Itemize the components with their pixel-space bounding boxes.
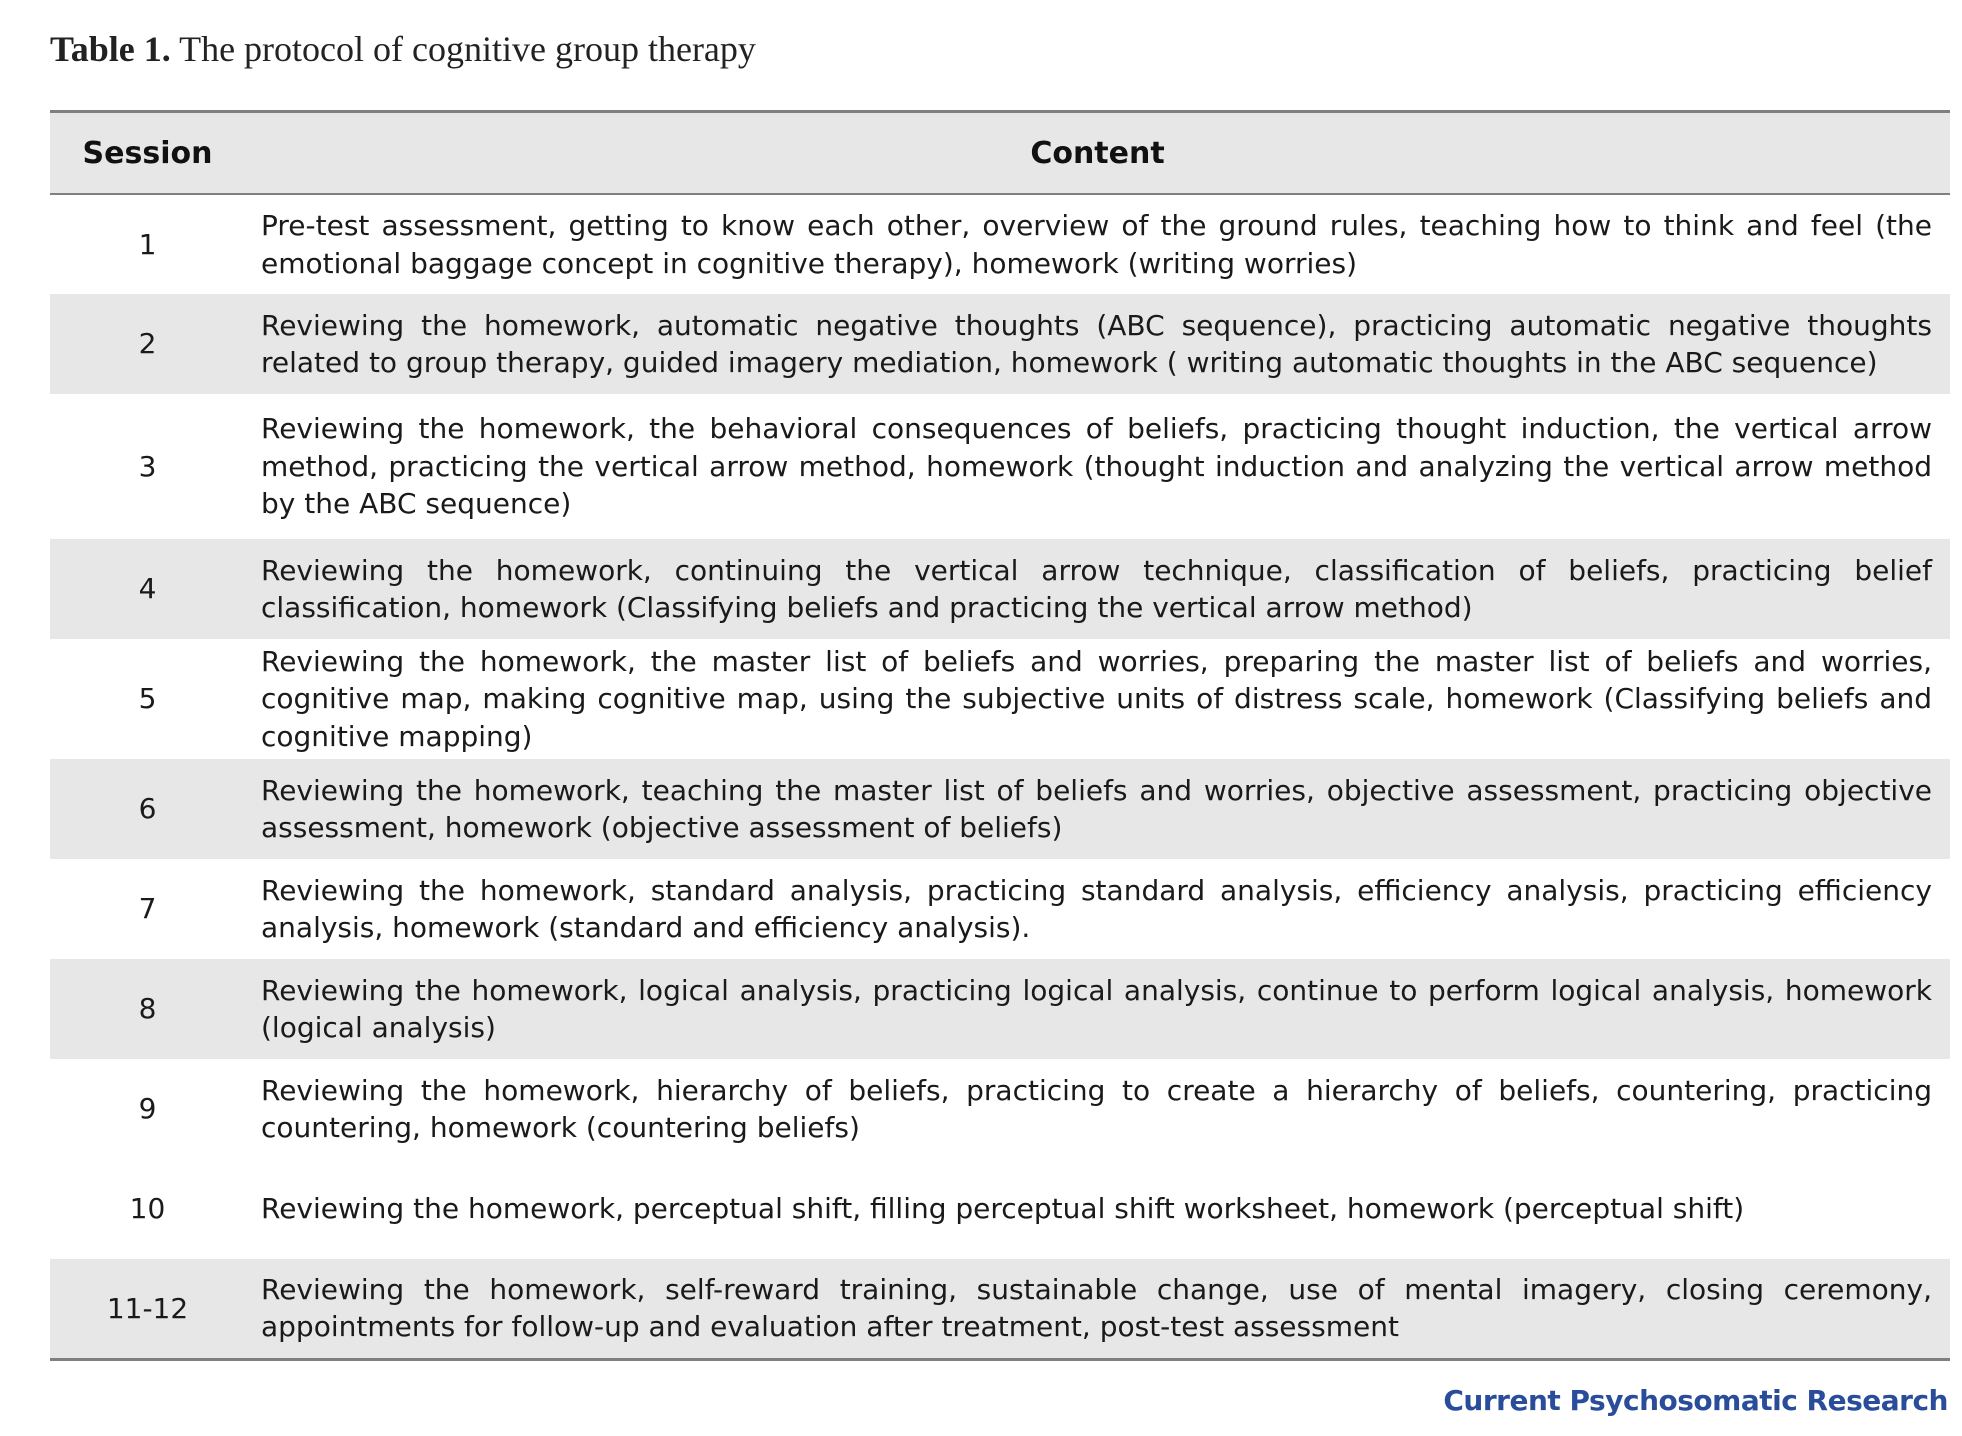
table-row — [50, 1159, 1950, 1259]
session-content: Reviewing the homework, logical analysis, practicing logical analysis, continue to perform logical analysis, homework (logical analysis) — [261, 973, 1932, 1044]
table-row — [50, 1059, 1950, 1159]
session-content: Pre-test assessment, getting to know each other, overview of the ground rules, teaching how to think and feel (the emotional baggage concept in cognitive therapy), homework (writing worries) — [261, 209, 1932, 280]
table-row — [50, 1259, 1950, 1359]
table-row — [50, 294, 1950, 394]
protocol-table — [50, 110, 1950, 1361]
session-number: 1 — [138, 227, 157, 261]
table-header-row — [50, 112, 1950, 195]
table-caption — [50, 28, 756, 70]
session-number: 10 — [129, 1192, 166, 1226]
table-caption-text: The protocol of cognitive group therapy — [179, 29, 756, 69]
session-number: 7 — [138, 892, 157, 926]
table-row — [50, 859, 1950, 959]
protocol-table-container — [50, 110, 1950, 1361]
session-content: Reviewing the homework, continuing the vertical arrow technique, classification of beliefs, practicing belief classification, homework (Classifying beliefs and practicing the vertical arrow method) — [261, 553, 1932, 624]
session-content: Reviewing the homework, hierarchy of beliefs, practicing to create a hierarchy of beliefs, countering, practicing countering, homework (countering beliefs) — [261, 1073, 1932, 1144]
table-caption-label: Table 1. — [50, 29, 171, 69]
table-row — [50, 394, 1950, 539]
session-number: 4 — [138, 572, 157, 606]
session-content: Reviewing the homework, automatic negative thoughts (ABC sequence), practicing automatic negative thoughts related to group therapy, guided imagery mediation, homework ( writing automatic thoughts in the ABC sequence) — [261, 308, 1932, 379]
session-content: Reviewing the homework, the behavioral consequences of beliefs, practicing thought induction, the vertical arrow method, practicing the vertical arrow method, homework (thought induction and analyzing the vertical arrow method by the ABC sequence) — [261, 412, 1932, 521]
header-content: Content — [245, 112, 1950, 195]
session-number: 8 — [138, 992, 157, 1026]
session-content: Reviewing the homework, teaching the master list of beliefs and worries, objective assessment, practicing objective assessment, homework (objective assessment of beliefs) — [261, 773, 1932, 844]
table-row — [50, 539, 1950, 639]
session-content: Reviewing the homework, self-reward training, sustainable change, use of mental imagery, closing ceremony, appointments for follow-up and evaluation after treatment, post-test assessment — [245, 1259, 1950, 1359]
header-session: Session — [50, 112, 245, 195]
session-number: 6 — [138, 792, 157, 826]
session-number: 3 — [138, 449, 157, 483]
table-row — [50, 194, 1950, 294]
session-number: 11-12 — [50, 1259, 245, 1359]
table-row — [50, 759, 1950, 859]
session-number: 9 — [138, 1092, 157, 1126]
table-row — [50, 959, 1950, 1059]
session-content: Reviewing the homework, standard analysis, practicing standard analysis, efficiency analysis, practicing efficiency analysis, homework (standard and efficiency analysis). — [261, 873, 1932, 944]
session-number: 2 — [138, 327, 157, 361]
session-number: 5 — [138, 682, 157, 716]
journal-brand-logo: Current Psychosomatic Research — [1443, 1384, 1948, 1417]
table-row — [50, 639, 1950, 759]
session-content: Reviewing the homework, perceptual shift, filling perceptual shift worksheet, homework (perceptual shift) — [261, 1192, 1745, 1226]
session-content: Reviewing the homework, the master list of beliefs and worries, preparing the master list of beliefs and worries, cognitive map, making cognitive map, using the subjective units of distress scale, homework (Classifying beliefs and cognitive mapping) — [261, 644, 1932, 753]
